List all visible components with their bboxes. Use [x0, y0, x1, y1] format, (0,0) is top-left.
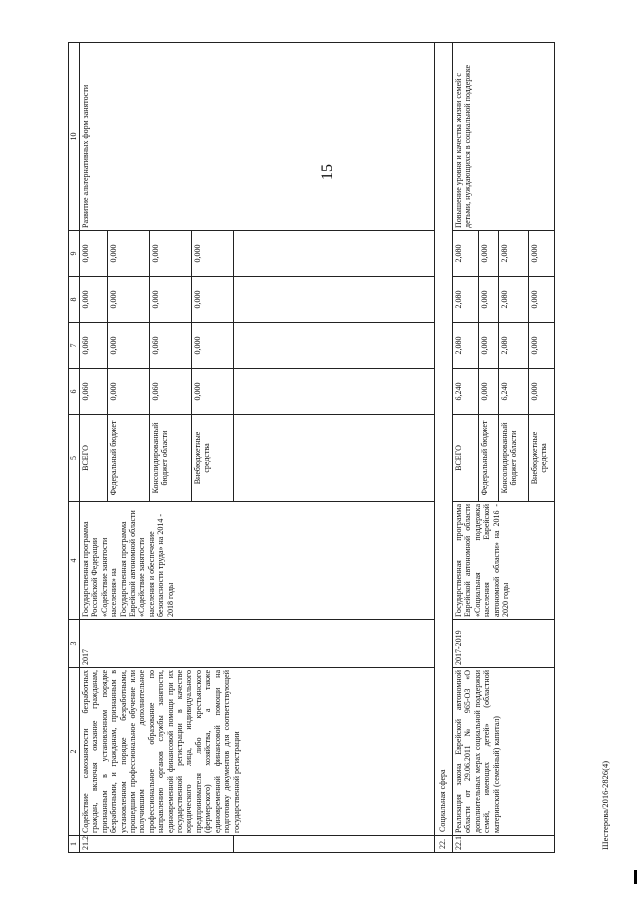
- value-cell: 0,000: [479, 323, 499, 369]
- funding-source: Внебюджетные средства: [529, 415, 555, 502]
- scan-mark: [634, 870, 637, 884]
- value-cell: 0,000: [192, 277, 234, 323]
- value-cell: 0,000: [192, 369, 234, 415]
- value-cell: 0,000: [192, 323, 234, 369]
- header-cell: 10: [69, 43, 80, 231]
- value-cell: 0,000: [529, 323, 555, 369]
- empty-cell: [234, 369, 435, 415]
- program-name: Государственная программа Еврейской автономной области «Социальная поддержка населения Еврейской автономной области» на 2016 - 2020 годы: [453, 502, 555, 620]
- value-cell: 0,060: [150, 323, 192, 369]
- value-cell: 6,240: [499, 369, 529, 415]
- value-cell: 2,080: [453, 323, 479, 369]
- section-title: Социальная сфера: [435, 43, 453, 836]
- measure-year: 2017: [80, 620, 435, 668]
- value-cell: 0,000: [150, 277, 192, 323]
- page-number: 15: [319, 164, 336, 180]
- value-cell: 0,000: [479, 231, 499, 277]
- expected-result: Развитие альтернативных форм занятости: [80, 43, 435, 231]
- header-cell: 4: [69, 502, 80, 620]
- funding-source: Консолидированный бюджет области: [150, 415, 192, 502]
- value-cell: 0,000: [80, 277, 108, 323]
- measures-table: [68, 42, 555, 853]
- program-name: Государственная программа Российской Федерации «Содействие занятости населения» на Государственная программа Еврейской автономной области «Содействие занятости населения и обеспечение безопасности труда» на 2014 - 2018 годы: [80, 502, 435, 620]
- expected-result: Повышение уровня и качества жизни семей с детьми, нуждающихся в социальной поддержке: [453, 43, 555, 231]
- value-cell: 0,060: [150, 369, 192, 415]
- value-cell: 2,080: [499, 323, 529, 369]
- document-code: Шестерова/2016-2826(4): [600, 760, 610, 850]
- row-number: 22.1: [453, 836, 555, 853]
- measure-description: Содействие самозанятости безработных граждан, включая оказание гражданам, признанным в установленном порядке безработными, и гражданам, признанным в установленном порядке безработными, прошедшим профессиональное обучение или получившим дополнительное профессиональное образование по направлению органов службы занятости, единовременной финансовой помощи при их государственной регистрации в качестве юридического лица, индивидуального предпринимателя либо крестьянского (фермерского) хозяйства, а также единовременной финансовой помощи на подготовку документов для соответствующей государственной регистрации: [80, 668, 435, 836]
- empty-cell: [234, 415, 435, 502]
- header-cell: 7: [69, 323, 80, 369]
- funding-source: ВСЕГО: [80, 415, 108, 502]
- value-cell: 0,000: [108, 369, 150, 415]
- measure-description: Реализация закона Еврейской автономной области от 29.06.2011 № 965-ОЗ «О дополнительных мерах социальной поддержки семей, имеющих детей» (областной материнский (семейный) капитал): [453, 668, 555, 836]
- funding-source: Федеральный бюджет: [108, 415, 150, 502]
- empty-cell: [234, 277, 435, 323]
- value-cell: 0,000: [108, 231, 150, 277]
- funding-source: Федеральный бюджет: [479, 415, 499, 502]
- value-cell: 0,000: [150, 231, 192, 277]
- header-cell: 9: [69, 231, 80, 277]
- header-cell: 8: [69, 277, 80, 323]
- empty-cell: [234, 836, 435, 853]
- value-cell: 0,000: [108, 323, 150, 369]
- value-cell: 0,000: [529, 231, 555, 277]
- funding-source: ВСЕГО: [453, 415, 479, 502]
- empty-cell: [234, 323, 435, 369]
- table-row: [80, 43, 108, 853]
- value-cell: 0,060: [80, 369, 108, 415]
- funding-source: Внебюджетные средства: [192, 415, 234, 502]
- value-cell: 0,000: [529, 277, 555, 323]
- value-cell: 2,080: [499, 277, 529, 323]
- value-cell: 0,000: [529, 369, 555, 415]
- empty-cell: [234, 231, 435, 277]
- header-cell: 5: [69, 415, 80, 502]
- value-cell: 0,000: [80, 231, 108, 277]
- row-number: 21.2: [80, 836, 234, 853]
- header-cell: 1: [69, 836, 80, 853]
- header-cell: 3: [69, 620, 80, 668]
- section-number: 22.: [435, 836, 453, 853]
- value-cell: 0,000: [192, 231, 234, 277]
- rotated-table-container: [68, 43, 584, 853]
- funding-source: Консолидированный бюджет области: [499, 415, 529, 502]
- table-row: [453, 43, 479, 853]
- measure-year: 2017-2019: [453, 620, 555, 668]
- value-cell: 2,080: [453, 277, 479, 323]
- value-cell: 6,240: [453, 369, 479, 415]
- value-cell: 0,000: [479, 277, 499, 323]
- value-cell: 2,080: [453, 231, 479, 277]
- header-cell: 2: [69, 668, 80, 836]
- header-cell: 6: [69, 369, 80, 415]
- section-row: [435, 43, 453, 853]
- value-cell: 0,060: [80, 323, 108, 369]
- header-row: [69, 43, 80, 853]
- value-cell: 2,080: [499, 231, 529, 277]
- value-cell: 0,000: [479, 369, 499, 415]
- value-cell: 0,000: [108, 277, 150, 323]
